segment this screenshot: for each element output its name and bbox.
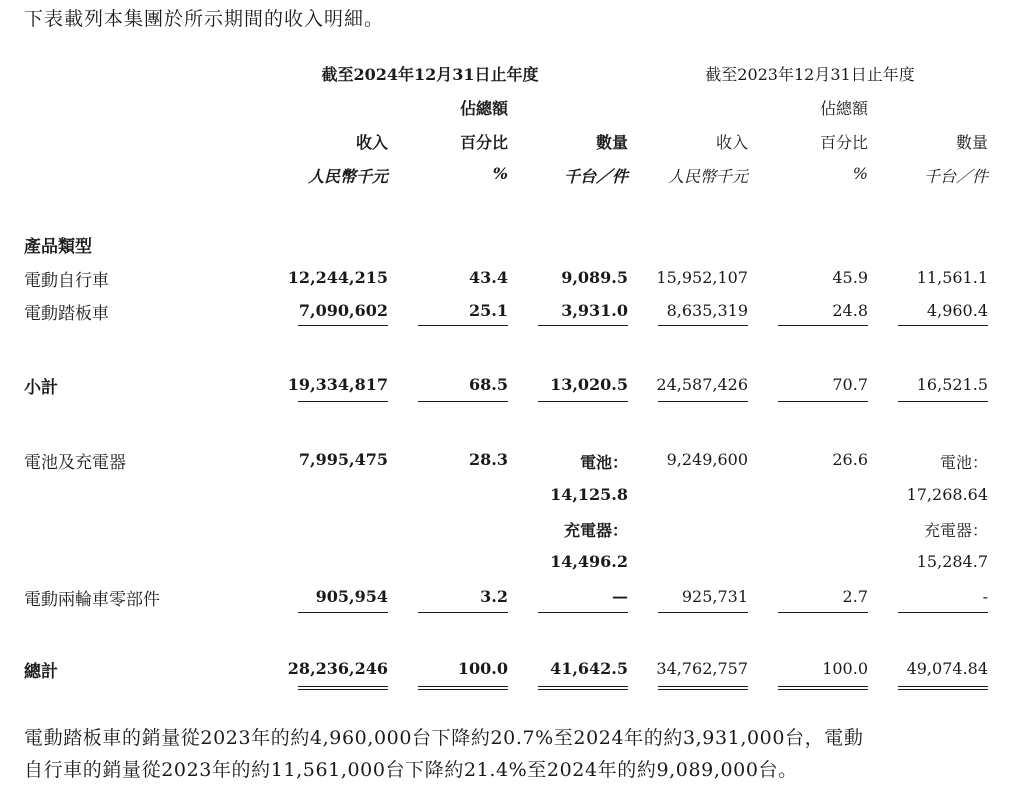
ebike-volume-2024: 9,089.5 — [561, 268, 628, 287]
escooter-volume-2024: 3,931.0 — [561, 301, 628, 320]
battery-volume-2024-l1: 電池： — [579, 453, 628, 472]
row-label-total: 總計 — [24, 662, 58, 682]
pct-header-2024-l2: 百分比 — [459, 133, 508, 152]
double-rule-line — [898, 686, 988, 690]
subtotal-pct-2024: 68.5 — [469, 375, 508, 394]
escooter-pct-2024: 25.1 — [469, 301, 508, 320]
battery-volume-2023-l1: 電池： — [939, 453, 988, 472]
footer-paragraph-line1: 電動踏板車的銷量從2023年的約4,960,000台下降約20.7%至2024年的約3,931,000台，電動 — [24, 727, 864, 749]
total-volume-2023: 49,074.84 — [906, 659, 988, 678]
rule-line — [898, 612, 988, 613]
unit-rmb-2023: 人民幣千元 — [667, 167, 748, 186]
rule-line — [538, 325, 628, 326]
footer-paragraph-line2: 自行車的銷量從2023年的約11,561,000台下降約21.4%至2024年的約9,089,000台。 — [24, 759, 798, 781]
battery-volume-2024-l2: 14,125.8 — [550, 485, 628, 504]
double-rule-line — [418, 686, 508, 690]
parts-volume-2023: - — [982, 587, 988, 606]
total-revenue-2024: 28,236,246 — [287, 659, 388, 678]
rule-line — [778, 612, 868, 613]
pct-header-2023-l1: 佔總額 — [819, 99, 868, 118]
battery-volume-2024-l3: 充電器： — [563, 521, 628, 540]
row-label-parts: 電動兩輪車零部件 — [24, 590, 160, 610]
unit-pct-2023: % — [852, 164, 868, 183]
period-header-2023: 截至2023年12月31日止年度 — [705, 65, 915, 84]
ebike-revenue-2024: 12,244,215 — [287, 268, 388, 287]
row-label-escooter: 電動踏板車 — [24, 304, 109, 324]
pct-header-2023-l2: 百分比 — [819, 133, 868, 152]
parts-revenue-2024: 905,954 — [315, 587, 388, 606]
revenue-header-2023: 收入 — [715, 133, 748, 152]
subtotal-pct-2023: 70.7 — [832, 375, 868, 394]
rule-line — [778, 401, 868, 402]
pct-header-2024-l1: 佔總額 — [459, 99, 508, 118]
battery-pct-2024: 28.3 — [469, 450, 508, 469]
ebike-volume-2023: 11,561.1 — [916, 268, 988, 287]
rule-line — [418, 612, 508, 613]
rule-line — [298, 325, 388, 326]
total-revenue-2023: 34,762,757 — [656, 659, 748, 678]
battery-volume-2023-l3: 充電器： — [923, 521, 988, 540]
battery-volume-2023-l4: 15,284.7 — [916, 552, 988, 571]
revenue-header-2024: 收入 — [355, 133, 388, 152]
total-pct-2023: 100.0 — [822, 659, 868, 678]
battery-volume-2024-l4: 14,496.2 — [550, 552, 628, 571]
battery-volume-2023-l2: 17,268.64 — [906, 485, 988, 504]
rule-line — [658, 325, 748, 326]
volume-header-2024: 數量 — [595, 133, 628, 152]
section-title-product-type: 產品類型 — [24, 237, 92, 257]
ebike-pct-2023: 45.9 — [832, 268, 868, 287]
unit-pct-2024: % — [492, 164, 508, 183]
parts-revenue-2023: 925,731 — [681, 587, 748, 606]
rule-line — [658, 612, 748, 613]
total-volume-2024: 41,642.5 — [550, 659, 628, 678]
rule-line — [898, 401, 988, 402]
row-label-battery: 電池及充電器 — [24, 453, 126, 473]
battery-revenue-2024: 7,995,475 — [298, 450, 388, 469]
double-rule-line — [538, 686, 628, 690]
total-pct-2024: 100.0 — [457, 659, 508, 678]
period-header-2024: 截至2024年12月31日止年度 — [321, 65, 539, 84]
ebike-pct-2024: 43.4 — [469, 268, 508, 287]
escooter-revenue-2023: 8,635,319 — [666, 301, 748, 320]
battery-revenue-2023: 9,249,600 — [666, 450, 748, 469]
ebike-revenue-2023: 15,952,107 — [656, 268, 748, 287]
subtotal-volume-2023: 16,521.5 — [916, 375, 988, 394]
escooter-revenue-2024: 7,090,602 — [298, 301, 388, 320]
unit-vol-2023: 千台／件 — [923, 167, 988, 186]
rule-line — [898, 325, 988, 326]
parts-volume-2024: — — [612, 587, 628, 606]
double-rule-line — [298, 686, 388, 690]
rule-line — [658, 401, 748, 402]
subtotal-volume-2024: 13,020.5 — [550, 375, 628, 394]
subtotal-revenue-2023: 24,587,426 — [656, 375, 748, 394]
battery-pct-2023: 26.6 — [832, 450, 868, 469]
row-label-ebike: 電動自行車 — [24, 271, 109, 291]
double-rule-line — [778, 686, 868, 690]
intro-text: 下表載列本集團於所示期間的收入明細。 — [24, 8, 385, 30]
unit-rmb-2024: 人民幣千元 — [307, 167, 388, 186]
subtotal-revenue-2024: 19,334,817 — [287, 375, 388, 394]
parts-pct-2024: 3.2 — [480, 587, 508, 606]
rule-line — [418, 325, 508, 326]
rule-line — [538, 612, 628, 613]
rule-line — [418, 401, 508, 402]
parts-pct-2023: 2.7 — [842, 587, 868, 606]
row-label-subtotal: 小計 — [24, 378, 58, 398]
escooter-volume-2023: 4,960.4 — [926, 301, 988, 320]
rule-line — [298, 401, 388, 402]
double-rule-line — [658, 686, 748, 690]
unit-vol-2024: 千台／件 — [563, 167, 628, 186]
rule-line — [298, 612, 388, 613]
volume-header-2023: 數量 — [955, 133, 988, 152]
rule-line — [778, 325, 868, 326]
rule-line — [538, 401, 628, 402]
escooter-pct-2023: 24.8 — [832, 301, 868, 320]
